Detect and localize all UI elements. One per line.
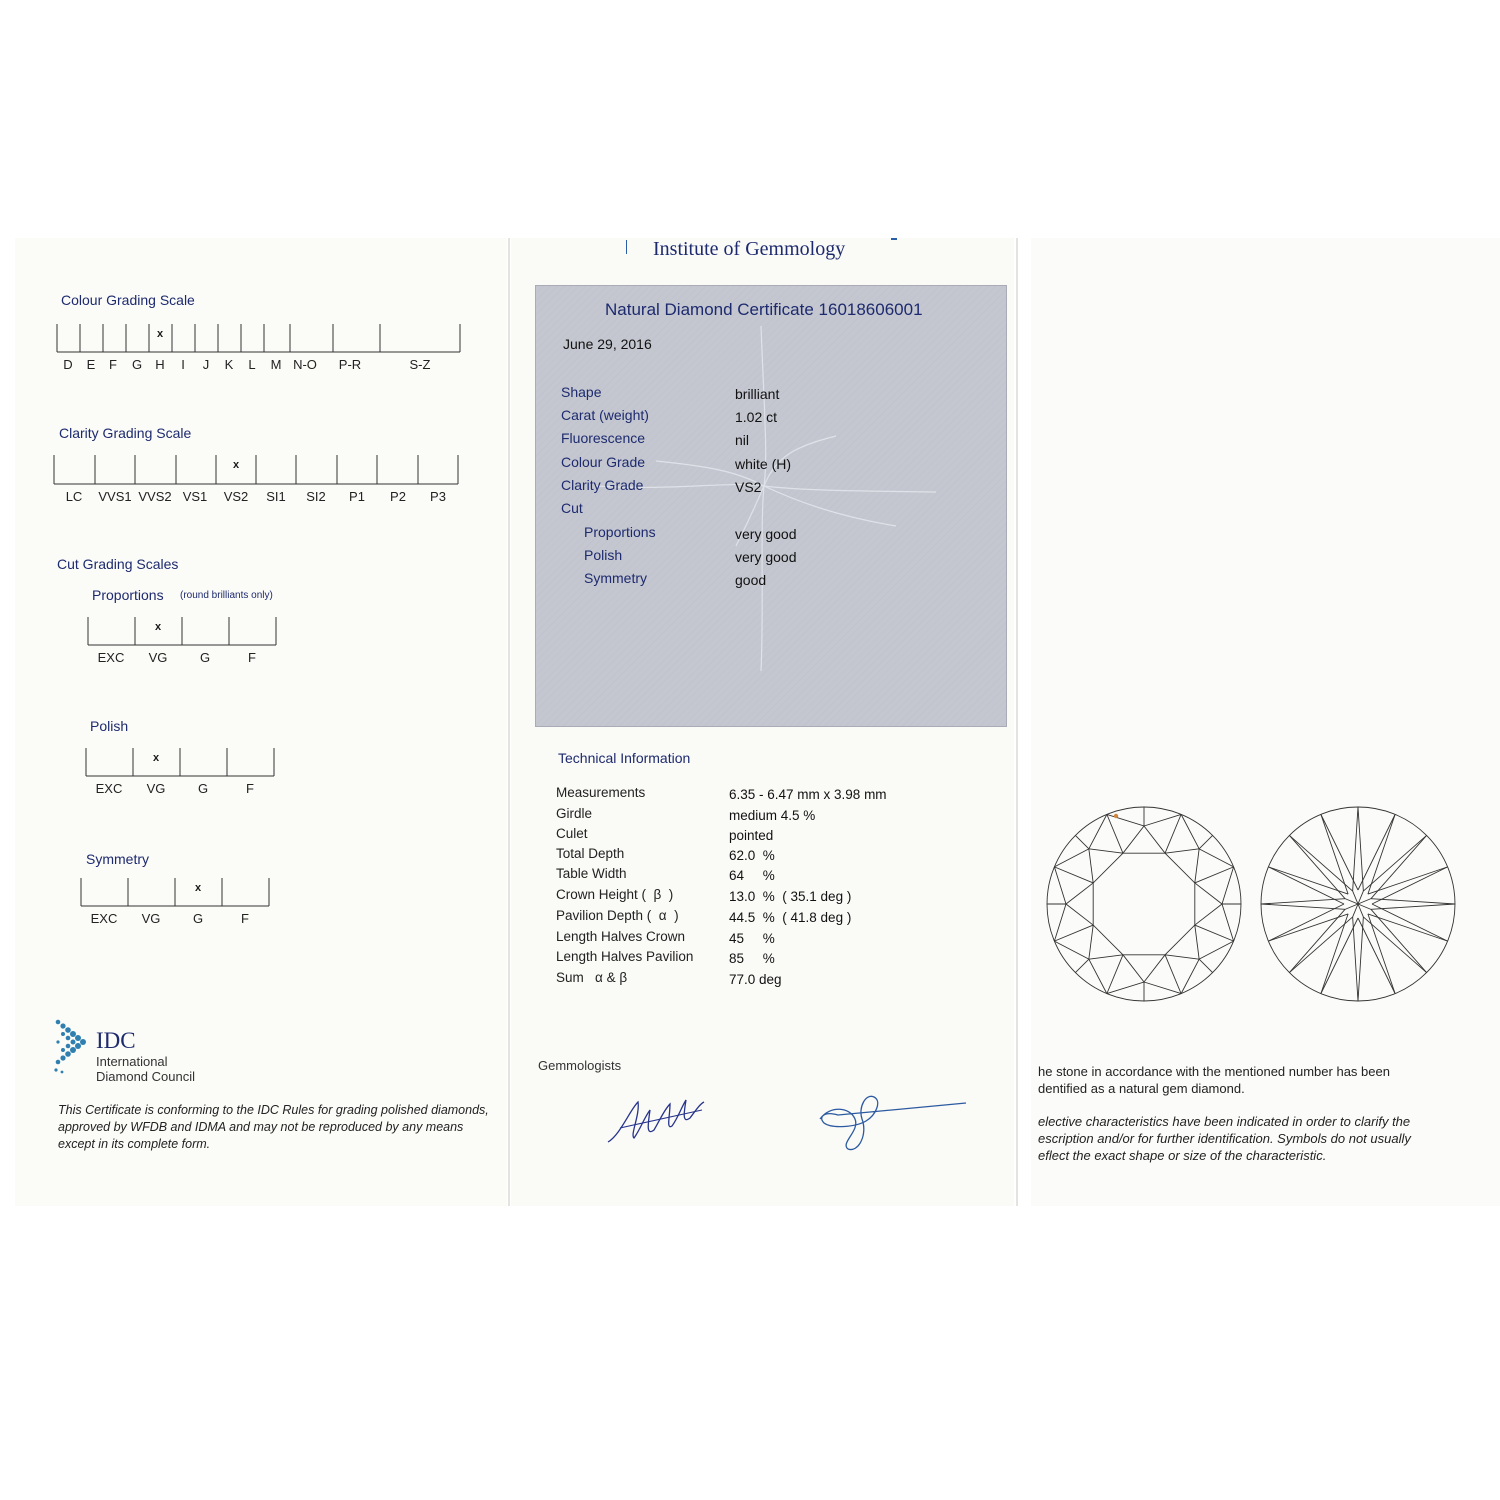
- certificate-row-value: VS2: [735, 479, 762, 495]
- technical-row-value: 64 %: [729, 868, 775, 883]
- scale-grade-label: E: [86, 357, 96, 372]
- scale-grade-label: P1: [349, 489, 365, 504]
- certificate-row-label: Shape: [561, 384, 602, 400]
- scale-grade-label: H: [155, 357, 165, 372]
- scale-grade-label: G: [192, 911, 204, 926]
- technical-row-value: 77.0 deg: [729, 972, 782, 987]
- certificate-row-value: white (H): [735, 456, 792, 472]
- scale-grade-label: SI1: [266, 489, 286, 504]
- scale-grade-label: F: [109, 357, 117, 372]
- scale-grade-label: P2: [390, 489, 406, 504]
- scale-grade-label: J: [202, 357, 210, 372]
- identification-text: he stone in accordance with the mentioned number has been dentified as a natural gem diamond.: [1038, 1064, 1390, 1096]
- signature-2: [810, 1085, 980, 1155]
- characteristics-text: elective characteristics have been indicated in order to clarify the escription and/or for further identification. Symbols do not usually eflect the exact shape or size of the characteristic.: [1038, 1114, 1411, 1163]
- scale-grade-label: I: [181, 357, 185, 372]
- certificate-row-label: Carat (weight): [561, 407, 649, 423]
- scale-grade-label: F: [248, 650, 256, 665]
- technical-row-value: 6.35 - 6.47 mm x 3.98 mm: [729, 787, 887, 802]
- technical-row-value: 45 %: [729, 931, 775, 946]
- technical-row-label: Culet: [556, 826, 588, 841]
- certificate-row-label: Proportions: [584, 524, 656, 540]
- certificate-row-label: Colour Grade: [561, 454, 646, 470]
- technical-row-value: medium 4.5 %: [729, 808, 816, 823]
- symmetry-scale-title: Symmetry: [86, 851, 149, 867]
- colour-scale-bar: [57, 324, 462, 354]
- polish-scale-bar: [86, 748, 276, 778]
- scale-grade-label: P3: [430, 489, 446, 504]
- technical-row-label: Total Depth: [556, 846, 625, 861]
- scale-grade-label: VS2: [223, 489, 249, 504]
- technical-row-label: Crown Height ( β ): [556, 887, 674, 902]
- scale-grade-label: LC: [65, 489, 83, 504]
- certificate-row-label: Cut: [561, 500, 583, 516]
- scale-grade-label: VG: [148, 650, 168, 665]
- fold-line-right: [1016, 238, 1018, 1206]
- clarity-scale-title: Clarity Grading Scale: [59, 425, 192, 441]
- technical-title: Technical Information: [558, 750, 691, 766]
- institute-name: Institute of Gemmology: [653, 238, 846, 260]
- proportions-scale-title: Proportions: [92, 587, 164, 603]
- technical-row-value: 44.5 % ( 41.8 deg ): [729, 910, 852, 925]
- clarity-scale-bar: [54, 455, 460, 486]
- polish-scale-title: Polish: [90, 718, 129, 734]
- fold-line-left: [508, 238, 510, 1206]
- diamond-plot-diagrams: [1040, 802, 1460, 1007]
- technical-row-value: pointed: [729, 828, 774, 843]
- scale-grade-label: P-R: [338, 357, 362, 372]
- scale-grade-label: M: [270, 357, 282, 372]
- scale-grade-label: G: [131, 357, 143, 372]
- certificate-row-value: very good: [735, 549, 797, 565]
- scale-mark: x: [194, 882, 202, 894]
- technical-row-value: 85 %: [729, 951, 775, 966]
- certificate-row-value: nil: [735, 432, 750, 448]
- scale-mark: x: [156, 328, 164, 340]
- scale-grade-label: G: [197, 781, 209, 796]
- gemmologists-label: Gemmologists: [538, 1058, 622, 1073]
- technical-row-value: 13.0 % ( 35.1 deg ): [729, 889, 852, 904]
- scale-grade-label: EXC: [97, 650, 125, 665]
- technical-row-label: Length Halves Pavilion: [556, 949, 694, 964]
- certificate-row-value: 1.02 ct: [735, 409, 778, 425]
- certificate-date: June 29, 2016: [563, 336, 652, 352]
- scale-grade-label: F: [246, 781, 254, 796]
- idc-footnote: This Certificate is conforming to the IDC Rules for grading polished diamonds, approved by WFDB and IDMA and may not be reproduced by any means except in its complete form.: [58, 1103, 489, 1151]
- header-tick-right: [891, 238, 897, 240]
- colour-scale-title: Colour Grading Scale: [61, 292, 195, 308]
- idc-logo-dots-icon: [52, 1018, 92, 1078]
- certificate-row-label: Polish: [584, 547, 623, 563]
- scale-grade-label: VG: [146, 781, 166, 796]
- technical-row-label: Pavilion Depth ( α ): [556, 908, 679, 923]
- certificate-row-label: Clarity Grade: [561, 477, 644, 493]
- certificate-row-label: Symmetry: [584, 570, 647, 586]
- certificate-guilloche: [536, 286, 1006, 726]
- scale-mark: x: [152, 752, 160, 764]
- technical-row-label: Sum α & β: [556, 970, 628, 985]
- signature-1: [600, 1080, 720, 1150]
- certificate-row-value: very good: [735, 526, 797, 542]
- scale-mark: x: [154, 621, 162, 633]
- certificate-row-value: brilliant: [735, 386, 780, 402]
- technical-row-label: Girdle: [556, 806, 593, 821]
- scale-grade-label: S-Z: [409, 357, 431, 372]
- scale-grade-label: VVS1: [98, 489, 132, 504]
- proportions-scale-bar: [88, 617, 278, 647]
- scale-grade-label: VS1: [182, 489, 208, 504]
- cut-scales-title: Cut Grading Scales: [57, 556, 179, 572]
- technical-row-label: Length Halves Crown: [556, 929, 686, 944]
- idc-logo-line2: Diamond Council: [96, 1069, 195, 1084]
- proportions-note: (round brilliants only): [180, 590, 273, 601]
- technical-row-label: Table Width: [556, 866, 627, 881]
- scale-grade-label: D: [63, 357, 73, 372]
- crown-view-diagram: [1047, 807, 1241, 1001]
- certificate-title: Natural Diamond Certificate 16018606001: [605, 300, 923, 319]
- scale-grade-label: F: [241, 911, 249, 926]
- scale-grade-label: VVS2: [138, 489, 172, 504]
- inclusion-mark: [1114, 814, 1118, 818]
- right-panel: [1031, 238, 1500, 1206]
- technical-row-label: Measurements: [556, 785, 646, 800]
- header-tick-left: [626, 240, 627, 254]
- technical-row-value: 62.0 %: [729, 848, 775, 863]
- certificate-row-value: good: [735, 572, 767, 588]
- scale-grade-label: EXC: [90, 911, 118, 926]
- certificate-row-label: Fluorescence: [561, 430, 646, 446]
- scale-grade-label: L: [248, 357, 256, 372]
- idc-logo-line1: International: [96, 1054, 168, 1069]
- scale-grade-label: N-O: [293, 357, 317, 372]
- scale-mark: x: [232, 459, 240, 471]
- scale-grade-label: VG: [141, 911, 161, 926]
- scale-grade-label: EXC: [95, 781, 123, 796]
- scale-grade-label: G: [199, 650, 211, 665]
- scale-grade-label: K: [224, 357, 234, 372]
- pavilion-view-diagram: [1261, 807, 1455, 1001]
- symmetry-scale-bar: [81, 878, 271, 908]
- scale-grade-label: SI2: [306, 489, 326, 504]
- idc-logo-short: IDC: [96, 1028, 136, 1053]
